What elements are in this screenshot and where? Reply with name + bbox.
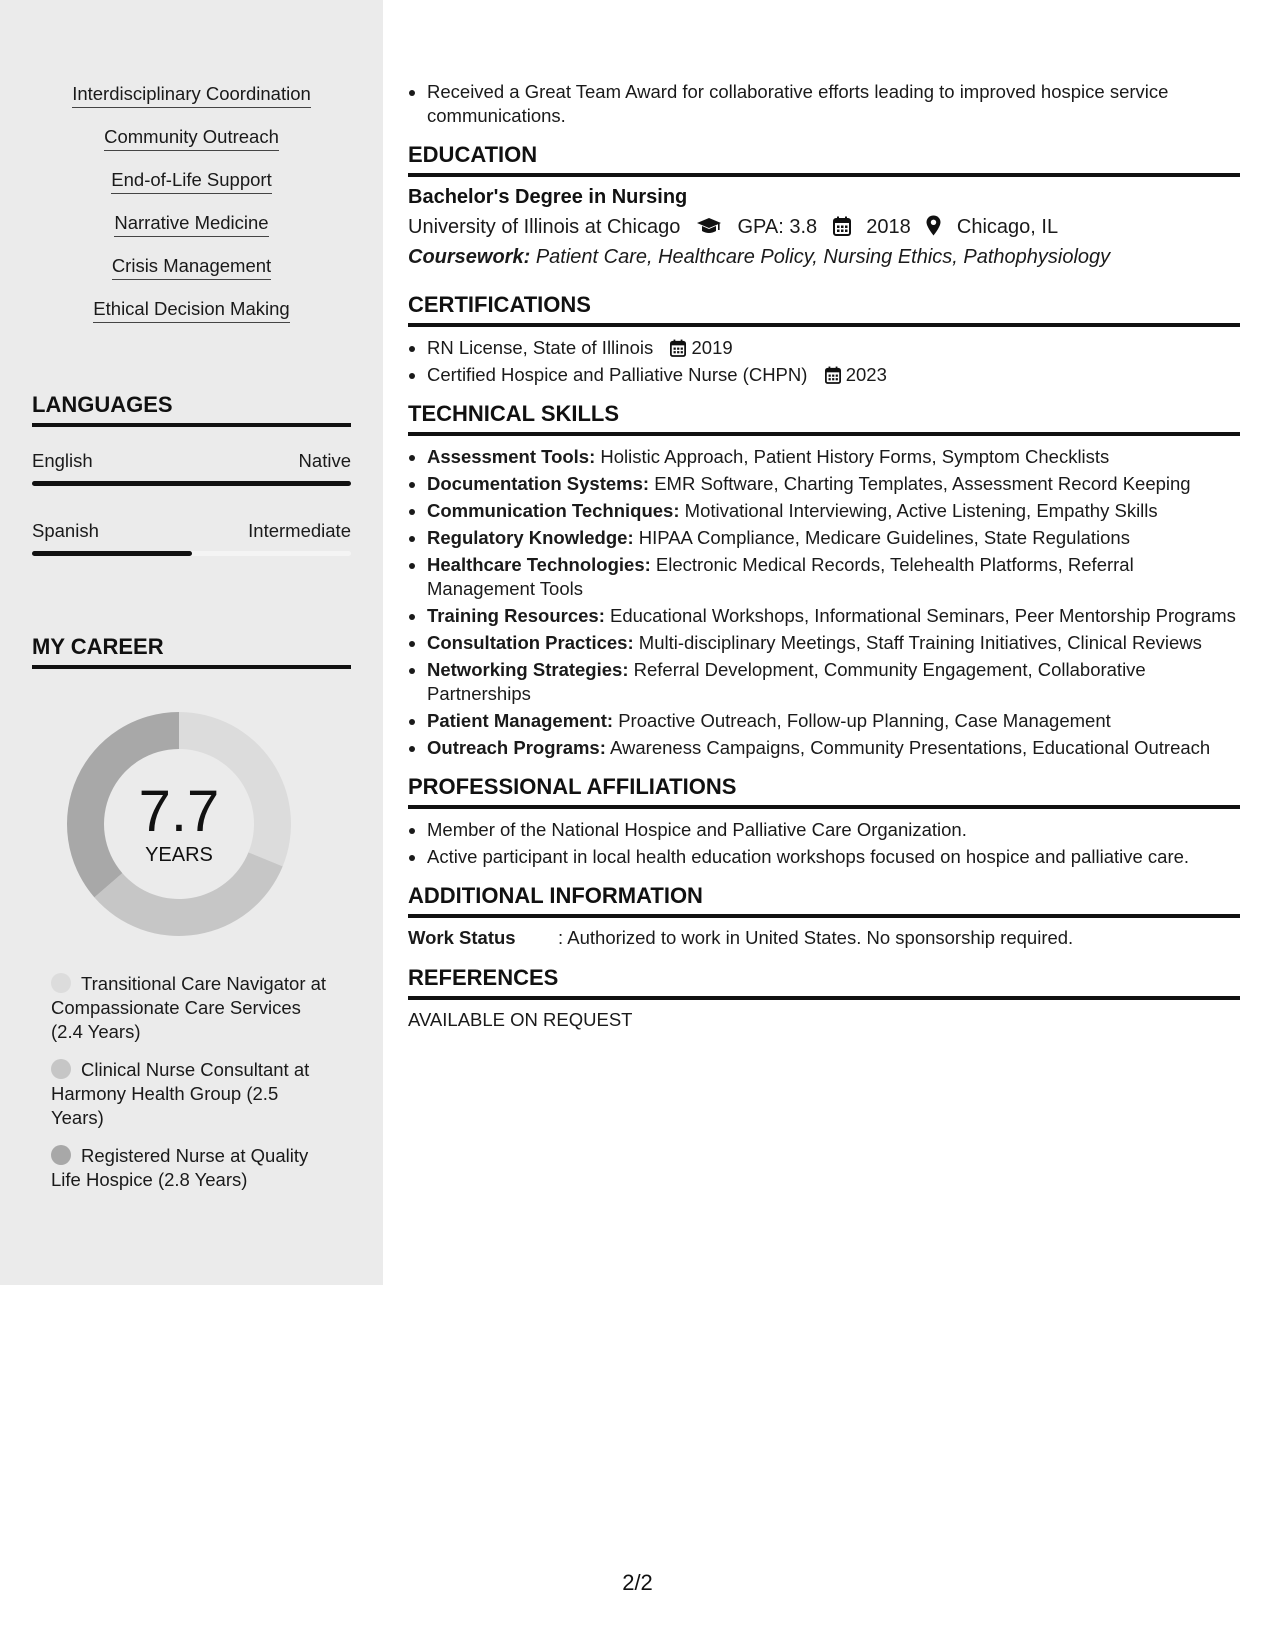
language-name: English [32,450,93,471]
career-item-text: Transitional Care Navigator at Compassionate Care Services (2.4 Years) [51,973,327,1042]
technical-skill-item [427,604,1240,628]
calendar-icon [833,216,851,236]
education-details [408,214,1240,240]
language-level: Intermediate [248,520,351,541]
technical-skill-item [427,472,1240,496]
affiliations-list [408,818,1240,869]
technical-skill-item [427,445,1240,469]
certification-year: 2019 [691,337,733,358]
certification-item [427,336,1240,360]
skill-details: HIPAA Compliance, Medicare Guidelines, State Regulations [638,527,1130,548]
technical-skill-item [427,709,1240,733]
language-bar-english [32,481,351,486]
language-row-spanish [32,520,351,542]
education-gpa: GPA: 3.8 [737,216,818,238]
career-legend-dot [51,973,71,993]
career-item-text: Clinical Nurse Consultant at Harmony Health Group (2.5 Years) [51,1059,310,1128]
certification-item [427,363,1240,387]
career-item [51,972,331,1044]
career-legend-dot [51,1145,71,1165]
location-pin-icon [926,215,941,236]
skill-category: Training Resources: [427,605,605,626]
award-list [408,80,1240,128]
languages-heading: LANGUAGES [32,392,351,427]
skill-category: Outreach Programs: [427,737,606,758]
career-item-text: Registered Nurse at Quality Life Hospice (2.8 Years) [51,1145,309,1190]
certification-name: RN License, State of Illinois [427,337,654,358]
skill-tag: Interdisciplinary Coordination [72,82,311,108]
page-number: 2/2 [622,1570,653,1595]
career-item [51,1058,331,1130]
references-text: AVAILABLE ON REQUEST [408,1009,633,1030]
affiliation-item: • Member of the National Hospice and Palliative Care Organization. [427,818,1240,842]
career-total-value: 7.7 [138,779,220,844]
skill-category: Documentation Systems: [427,473,650,494]
calendar-icon [825,366,841,384]
skill-category: Patient Management: [427,710,614,731]
certifications-list [408,336,1240,387]
language-name: Spanish [32,520,99,541]
language-row-english [32,450,351,472]
skill-tag: End-of-Life Support [111,168,271,194]
education-coursework [408,244,1240,270]
skill-details: Motivational Interviewing, Active Listening, Empathy Skills [684,500,1158,521]
skill-details: Referral Development, Community Engagement, Collaborative Partnerships [427,659,1146,704]
skill-category: Healthcare Technologies: [427,554,651,575]
technical-skills-heading: TECHNICAL SKILLS [408,401,1240,436]
education-degree: Bachelor's Degree in Nursing [408,186,688,208]
coursework-label: Coursework: [408,246,531,268]
references-heading: REFERENCES [408,965,1240,1000]
skill-details: EMR Software, Charting Templates, Assessment Record Keeping [654,473,1191,494]
skill-details: Electronic Medical Records, Telehealth Platforms, Referral Management Tools [427,554,1134,599]
affiliations-heading: PROFESSIONAL AFFILIATIONS [408,774,1240,809]
technical-skill-item [427,553,1240,601]
education-year: 2018 [866,216,911,238]
language-bar-fill [32,481,351,486]
skills-list [0,82,383,340]
work-status-row [408,927,1240,949]
main-content [408,80,1240,1031]
skill-tag: Crisis Management [112,254,271,280]
sidebar [0,0,383,1285]
career-item [51,1144,331,1192]
technical-skill-item [427,526,1240,550]
calendar-icon [670,339,686,357]
career-total-unit: YEARS [145,844,213,866]
work-status-value: : Authorized to work in United States. No sponsorship required. [558,927,1074,948]
certifications-heading: CERTIFICATIONS [408,292,1240,327]
award-item: • Received a Great Team Award for collaborative efforts leading to improved hospice service communications. [427,80,1240,128]
education-heading: EDUCATION [408,142,1240,177]
skill-details: Multi-disciplinary Meetings, Staff Training Initiatives, Clinical Reviews [638,632,1202,653]
certification-year: 2023 [845,364,887,385]
skill-details: Holistic Approach, Patient History Forms, Symptom Checklists [600,446,1110,467]
skill-details: Awareness Campaigns, Community Presentations, Educational Outreach [610,737,1211,758]
certification-name: Certified Hospice and Palliative Nurse (CHPN) [427,364,808,385]
coursework-text: Patient Care, Healthcare Policy, Nursing Ethics, Pathophysiology [535,246,1111,268]
language-bar-fill [32,551,192,556]
education-school: University of Illinois at Chicago [408,216,681,238]
career-legend-dot [51,1059,71,1079]
skill-category: Regulatory Knowledge: [427,527,634,548]
education-location: Chicago, IL [956,216,1059,238]
skill-category: Consultation Practices: [427,632,634,653]
additional-info-heading: ADDITIONAL INFORMATION [408,883,1240,918]
language-level: Native [298,450,351,471]
skill-details: Proactive Outreach, Follow-up Planning, Case Management [618,710,1111,731]
technical-skill-item [427,631,1240,655]
skill-category: Communication Techniques: [427,500,680,521]
technical-skill-item [427,736,1240,760]
technical-skills-list [408,445,1240,760]
graduation-cap-icon [696,216,722,236]
technical-skill-item [427,658,1240,706]
technical-skill-item [427,499,1240,523]
affiliation-item: • Active participant in local health education workshops focused on hospice and palliative care. [427,845,1240,869]
skill-category: Networking Strategies: [427,659,629,680]
language-bar-spanish [32,551,351,556]
career-heading: MY CAREER [32,634,351,669]
work-status-label: Work Status [408,927,516,948]
skill-details: Educational Workshops, Informational Seminars, Peer Mentorship Programs [610,605,1236,626]
skill-tag: Community Outreach [104,125,279,151]
skill-tag: Narrative Medicine [114,211,268,237]
skill-tag: Ethical Decision Making [93,297,289,323]
skill-category: Assessment Tools: [427,446,596,467]
